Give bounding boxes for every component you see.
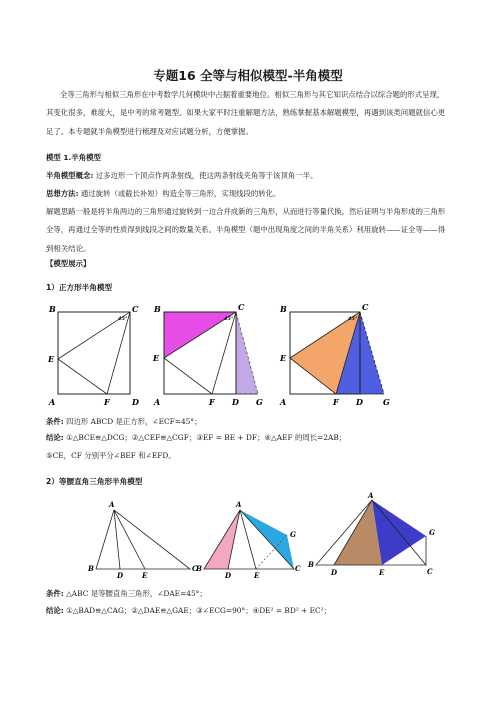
- svg-text:D: D: [225, 571, 232, 580]
- sub1-conclusion-line2: ⑤CE，CF 分别平分∠BEF 和∠EFD。: [46, 451, 176, 460]
- svg-text:B: B: [154, 304, 161, 314]
- svg-text:E: E: [48, 354, 55, 364]
- svg-text:C: C: [362, 302, 369, 312]
- model-heading: 模型 1.半角模型: [46, 153, 101, 162]
- svg-text:B: B: [49, 304, 56, 314]
- triangle-figure-3: [310, 490, 440, 585]
- concept-label: 半角模型概念:: [46, 171, 94, 180]
- sub1-condition-label: 条件:: [46, 417, 64, 426]
- sub2-condition: [46, 588, 456, 600]
- idea-text: 通过旋转（或截长补短）构造全等三角形，实现线段的转化。: [80, 189, 281, 198]
- svg-text:A: A: [368, 491, 374, 500]
- approach-paragraph: 解题思路一般是将半角两边的三角形通过旋转到一边合并成新的三角形，从而进行等量代换，然后证明与半角形成的三角形全等，再通过全等的性质得到线段之间的数量关系。半角模型（题中出现角度之间的半角关系）利用旋转——证全等——得到相关结论。: [46, 207, 446, 253]
- concept-line: [46, 170, 456, 182]
- svg-text:B: B: [196, 564, 202, 573]
- svg-text:C: C: [132, 304, 139, 314]
- svg-text:G: G: [256, 397, 263, 407]
- page-title: 专题16 全等与相似模型-半角模型: [153, 68, 343, 83]
- sub2-conclusion-label: 结论:: [46, 606, 64, 615]
- svg-text:G: G: [290, 530, 296, 539]
- svg-text:E: E: [280, 353, 287, 363]
- svg-text:D: D: [331, 568, 338, 577]
- svg-text:A: A: [154, 397, 161, 407]
- sub1-condition: [46, 416, 456, 428]
- sub1-condition-text: 四边形 ABCD 是正方形，∠ECF=45°；: [66, 417, 202, 426]
- sub2-condition-label: 条件:: [46, 589, 64, 598]
- idea-label: 思想方法:: [46, 189, 79, 198]
- svg-text:F: F: [104, 397, 110, 407]
- svg-text:D: D: [132, 397, 139, 407]
- svg-text:F: F: [333, 397, 339, 407]
- svg-text:45°: 45°: [348, 316, 358, 322]
- svg-text:A: A: [280, 397, 287, 407]
- svg-text:E: E: [142, 571, 148, 580]
- svg-text:F: F: [209, 397, 215, 407]
- svg-text:45°: 45°: [118, 316, 128, 322]
- idea-line: [46, 188, 456, 200]
- svg-text:45°: 45°: [224, 316, 234, 322]
- sub1-conclusion-label: 结论:: [46, 433, 64, 442]
- svg-text:E: E: [153, 353, 160, 363]
- square-figure-3: [280, 300, 404, 410]
- svg-text:B: B: [88, 564, 94, 573]
- svg-text:D: D: [117, 571, 124, 580]
- svg-text:D: D: [232, 397, 239, 407]
- intro-paragraph: 全等三角形与相似三角形在中考数学几何模块中占据着重要地位。相似三角形与其它知识点结合以综合题的形式呈现，其变化很多，难度大，是中考的常考题型。如果大家平时注重解题方法，熟练掌握基本解题模型，再遇到该类问题就信心更足了。本专题就半角模型进行梳理及对应试题分析，方便掌握。: [46, 90, 446, 136]
- triangle-figure-1: [88, 497, 202, 582]
- svg-text:C: C: [295, 564, 301, 573]
- svg-text:A: A: [236, 500, 242, 509]
- svg-text:C: C: [427, 567, 433, 576]
- svg-text:E: E: [254, 571, 260, 580]
- sub2-condition-text: △ABC 是等腰直角三角形，∠DAE=45°；: [66, 589, 207, 598]
- svg-text:G: G: [383, 397, 390, 407]
- square-figure-2: [144, 300, 268, 410]
- svg-text:D: D: [356, 397, 363, 407]
- sub2-title: 2）等腰直角三角形半角模型: [46, 477, 143, 486]
- sub2-conclusion-text: ①△BAD≌△CAG；②△DAE≌△GAE；③∠ECG=90°；④DE² = BD² + EC²；: [66, 606, 332, 615]
- svg-text:B: B: [280, 304, 287, 314]
- svg-text:B: B: [308, 560, 314, 569]
- svg-text:E: E: [379, 568, 385, 577]
- square-figure-1: [44, 300, 140, 410]
- display-heading: 【模型展示】: [46, 259, 91, 268]
- sub1-conclusion-text: ①△BCE≌△DCG；②△CEF≌△CGF；③EF = BE + DF；④△AEF 的周长=2AB；: [66, 433, 347, 442]
- triangle-figure-2: [196, 497, 306, 582]
- svg-text:A: A: [109, 500, 115, 509]
- svg-text:G: G: [429, 528, 435, 537]
- sub2-conclusion: [46, 605, 456, 617]
- concept-text: 过多边形一个顶点作两条射线，使这两条射线夹角等于该顶角一半。: [95, 171, 318, 180]
- svg-text:A: A: [49, 397, 56, 407]
- svg-text:C: C: [192, 564, 198, 573]
- sub1-title: 1）正方形半角模型: [46, 283, 113, 292]
- sub1-conclusion: [46, 432, 456, 444]
- svg-text:C: C: [238, 302, 245, 312]
